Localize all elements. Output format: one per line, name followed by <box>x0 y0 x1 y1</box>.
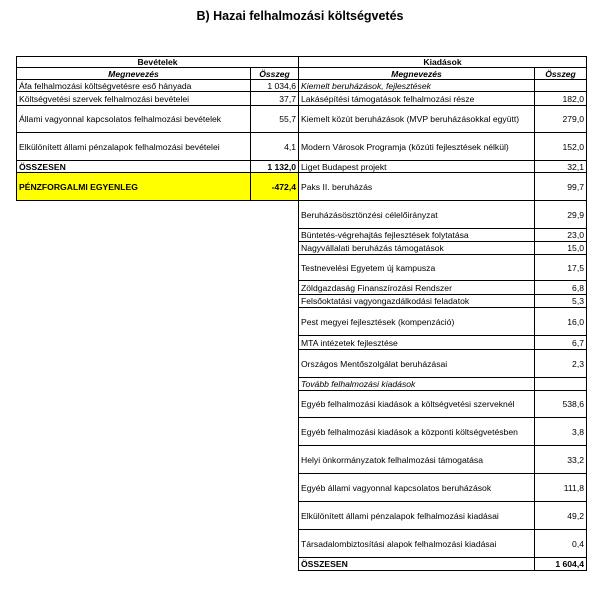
kiadasok-row-name: Egyéb felhalmozási kiadások a költségvetési szerveknél <box>299 391 535 418</box>
kiadasok-header: Kiadások <box>299 57 587 68</box>
kiadasok-row-name: Paks II. beruházás <box>299 173 535 201</box>
bevetelek-row-amount: 1 034,6 <box>251 80 299 92</box>
kiadasok-row-amount: 15,0 <box>535 242 587 255</box>
kiadasok-total-label: ÖSSZESEN <box>299 558 535 571</box>
bevetelek-table <box>16 56 299 201</box>
kiadasok-row-amount: 33,2 <box>535 446 587 474</box>
kiadasok-row-amount: 23,0 <box>535 229 587 242</box>
kiadasok-row-amount: 49,2 <box>535 502 587 530</box>
kiadasok-row-name: Országos Mentőszolgálat beruházásai <box>299 350 535 378</box>
kiadasok-row-name: Nagyvállalati beruházás támogatások <box>299 242 535 255</box>
bevetelek-header: Bevételek <box>17 57 299 68</box>
kiadasok-row-amount: 5,3 <box>535 295 587 308</box>
bevetelek-row-name: Állami vagyonnal kapcsolatos felhalmozási bevételek <box>17 106 251 133</box>
kiadasok-row-amount: 99,7 <box>535 173 587 201</box>
kiadasok-row-name: Helyi önkormányzatok felhalmozási támogatása <box>299 446 535 474</box>
kiadasok-row-name: Egyéb állami vagyonnal kapcsolatos beruházások <box>299 474 535 502</box>
kiadasok-row-amount: 111,8 <box>535 474 587 502</box>
kiadasok-row-name: Kiemelt közút beruházások (MVP beruházásokkal együtt) <box>299 106 535 133</box>
kiadasok-row-amount: 182,0 <box>535 92 587 106</box>
kiadasok-row-amount: 16,0 <box>535 308 587 336</box>
kiadasok-row-name: Zöldgazdaság Finanszírozási Rendszer <box>299 281 535 295</box>
kiadasok-col-name: Megnevezés <box>299 68 535 80</box>
bevetelek-row-amount: 37,7 <box>251 92 299 106</box>
kiadasok-row-amount: 0,4 <box>535 530 587 558</box>
kiadasok-row-amount: 3,8 <box>535 418 587 446</box>
kiadasok-row-name: Társadalombiztosítási alapok felhalmozási kiadásai <box>299 530 535 558</box>
page-title: B) Hazai felhalmozási költségvetés <box>196 9 404 23</box>
bevetelek-row-name: Elkülönített állami pénzalapok felhalmozási bevételei <box>17 133 251 161</box>
kiadasok-row-amount: 29,9 <box>535 201 587 229</box>
bevetelek-row-amount: 55,7 <box>251 106 299 133</box>
kiadasok-row-name: Modern Városok Programja (közúti fejlesztések nélkül) <box>299 133 535 161</box>
kiadasok-section-label: Kiemelt beruházások, fejlesztések <box>299 80 535 92</box>
bevetelek-col-amount: Összeg <box>251 68 299 80</box>
kiadasok-row-amount: 6,7 <box>535 336 587 350</box>
bevetelek-row-name: Költségvetési szervek felhalmozási bevételei <box>17 92 251 106</box>
kiadasok-row-amount: 538,6 <box>535 391 587 418</box>
balance-label: PÉNZFORGALMI EGYENLEG <box>17 173 251 201</box>
kiadasok-row-name: Elkülönített állami pénzalapok felhalmozási kiadásai <box>299 502 535 530</box>
kiadasok-row-name: Liget Budapest projekt <box>299 161 535 173</box>
bevetelek-total-amount: 1 132,0 <box>251 161 299 173</box>
kiadasok-row-name: Pest megyei fejlesztések (kompenzáció) <box>299 308 535 336</box>
kiadasok-row-amount <box>535 80 587 92</box>
kiadasok-row-name: Felsőoktatási vagyongazdálkodási feladatok <box>299 295 535 308</box>
kiadasok-row-name: Egyéb felhalmozási kiadások a központi költségvetésben <box>299 418 535 446</box>
kiadasok-row-amount: 279,0 <box>535 106 587 133</box>
kiadasok-row-amount <box>535 378 587 391</box>
kiadasok-row-name: Beruházásösztönzési célelőirányzat <box>299 201 535 229</box>
bevetelek-total-label: ÖSSZESEN <box>17 161 251 173</box>
bevetelek-row-name: Áfa felhalmozási költségvetésre eső hányada <box>17 80 251 92</box>
kiadasok-row-name: Büntetés-végrehajtás fejlesztések folytatása <box>299 229 535 242</box>
bevetelek-row-amount: 4,1 <box>251 133 299 161</box>
bevetelek-col-name: Megnevezés <box>17 68 251 80</box>
kiadasok-total-amount: 1 604,4 <box>535 558 587 571</box>
kiadasok-row-amount: 32,1 <box>535 161 587 173</box>
kiadasok-row-amount: 2,3 <box>535 350 587 378</box>
kiadasok-table <box>298 56 587 571</box>
kiadasok-row-amount: 6,8 <box>535 281 587 295</box>
kiadasok-col-amount: Összeg <box>535 68 587 80</box>
kiadasok-row-amount: 152,0 <box>535 133 587 161</box>
kiadasok-row-name: Lakásépítési támogatások felhalmozási része <box>299 92 535 106</box>
kiadasok-section-label: Tovább felhalmozási kiadások <box>299 378 535 391</box>
kiadasok-row-name: MTA intézetek fejlesztése <box>299 336 535 350</box>
kiadasok-row-amount: 17,5 <box>535 255 587 281</box>
balance-amount: -472,4 <box>251 173 299 201</box>
kiadasok-row-name: Testnevelési Egyetem új kampusza <box>299 255 535 281</box>
